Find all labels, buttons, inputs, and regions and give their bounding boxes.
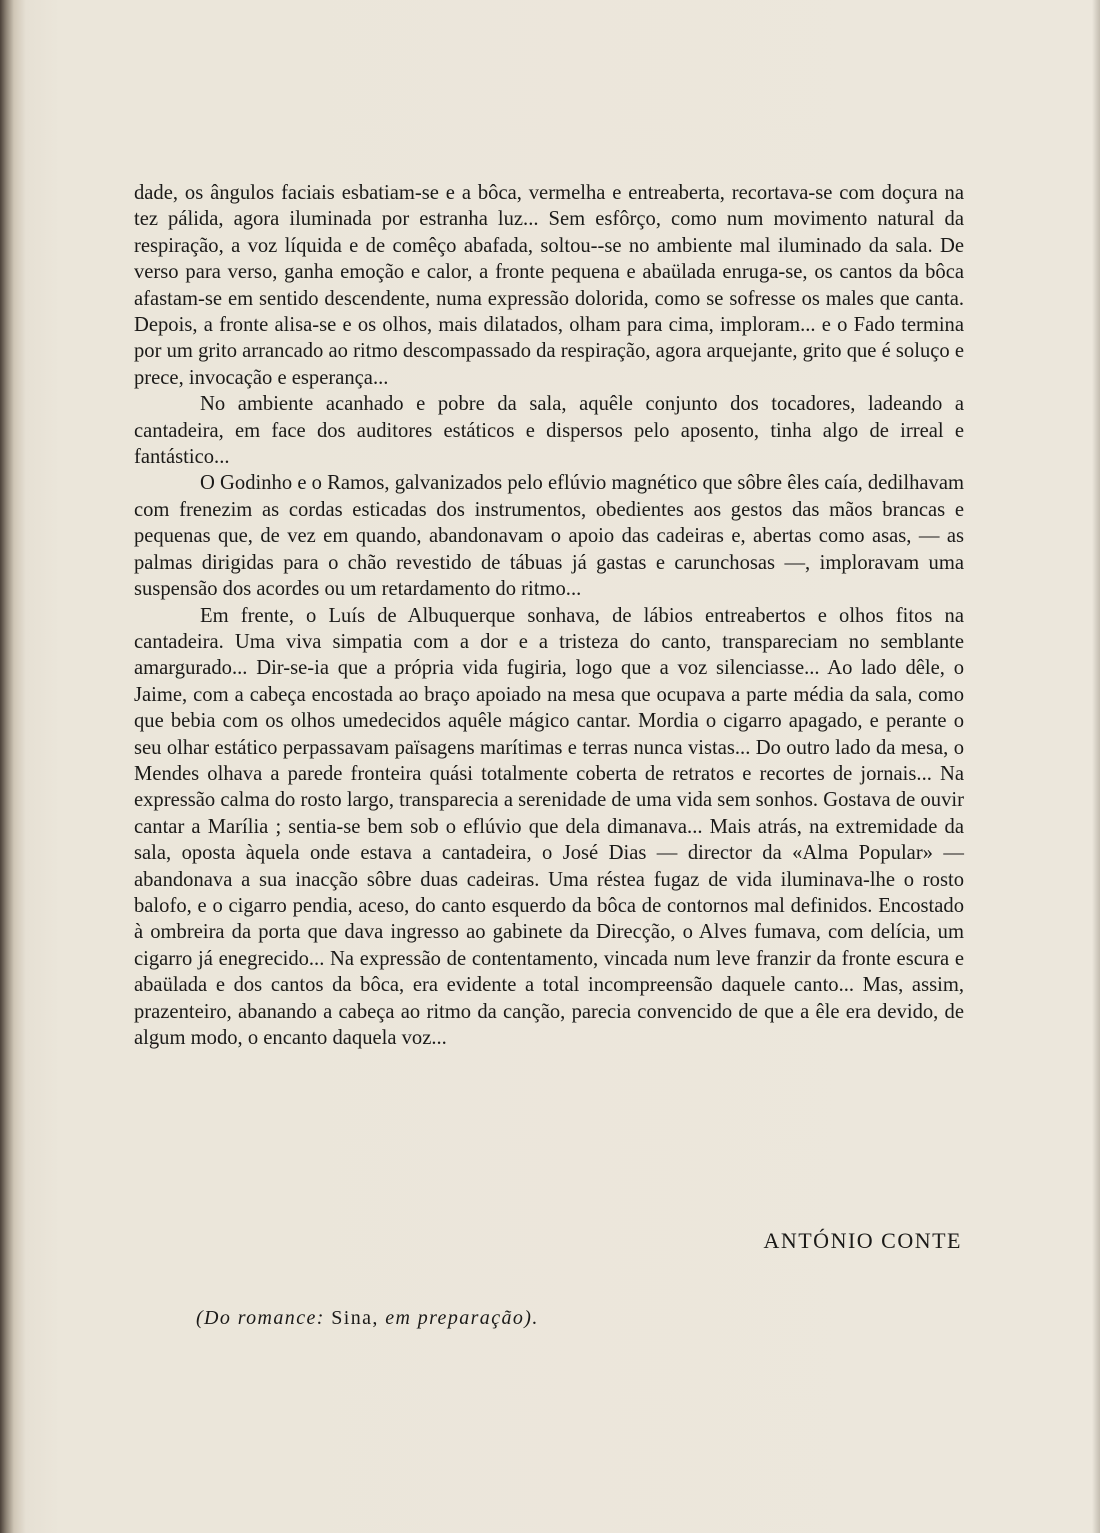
source-note-open: (Do romance: <box>196 1307 325 1329</box>
paragraph-3: O Godinho e o Ramos, galvanizados pelo eflúvio magnético que sôbre êles caía, dedilhavam com frenezim as cordas esticadas dos instrumentos, obedientes aos gestos das mãos brancas e pequenas que, de vez em quando, abandonavam o apoio das cadeiras e, abertas como asas, — as palmas dirigidas para o chão revestido de tábuas já gastas e carunchosas —, imploravam uma suspensão dos acordes ou um retardamento do ritmo... <box>134 472 964 601</box>
paragraph-1: dade, os ângulos faciais esbatiam-se e a bôca, vermelha e entreaberta, recortava-se com doçura na tez pálida, agora iluminada por estranha luz... Sem esfôrço, como num movimento natural da respiração, a voz líquida e de comêço abafada, soltou--se no ambiente mal iluminado da sala. De verso para verso, ganha emoção e calor, a fronte pequena e abaülada enruga-se, os cantos da bôca afastam-se em sentido descendente, numa expressão dolorida, como se sofresse os males que canta. Depois, a fronte alisa-se e os olhos, mais dilatados, olham para cima, imploram... e o Fado termina por um grito arrancado ao ritmo descompassado da respiração, agora arquejante, grito que é soluço e prece, invocação e esperança... <box>134 182 964 389</box>
author-signature: ANTÓNIO CONTE <box>763 1228 962 1253</box>
source-note-rest: em preparação). <box>385 1307 539 1329</box>
paragraph-4: Em frente, o Luís de Albuquerque sonhava, de lábios entreabertos e olhos fitos na cantadeira. Uma viva simpatia com a dor e a tristeza do canto, transpareciam no semblante amargurado... Dir-se-ia que a própria vida fugiria, logo que a voz silenciasse... Ao lado dêle, o Jaime, com a cabeça encostada ao braço apoiado na mesa que ocupava a parte média da sala, como que bebia com os olhos umedecidos aquêle mágico cantar. Mordia o cigarro apagado, e perante o seu olhar estático perpassavam païsagens marítimas e terras nunca vistas... Do outro lado da mesa, o Mendes olhava a parede fronteira quási totalmente coberta de retratos e recortes de jornais... Na expressão calma do rosto largo, transparecia a serenidade de uma vida sem sonhos. Gostava de ouvir cantar a Marília ; sentia-se bem sob o eflúvio que dela dimanava... Mais atrás, na extremidade da sala, oposta àquela onde estava a cantadeira, o José Dias — director da «Alma Popular» — abandonava a sua inacção sôbre duas cadeiras. Uma réstea fugaz de vida iluminava-lhe o rosto balofo, e o cigarro pendia, aceso, do canto esquerdo da bôca de contornos mal definidos. Encostado à ombreira da porta que dava ingresso ao gabinete da Direcção, o Alves fumava, com delícia, um cigarro já enegrecido... Na expressão de contentamento, vincada num leve franzir da fronte escura e abaülada e dos cantos da bôca, era evidente a total incompreensão daquele canto... Mas, assim, prazenteiro, abanando a cabeça ao ritmo da canção, parecia convencido de que a êle era devido, de algum modo, o encanto daquela voz... <box>134 604 964 1049</box>
paragraph-2: No ambiente acanhado e pobre da sala, aquêle conjunto dos tocadores, ladeando a cantadeira, em face dos auditores estáticos e dispersos pelo aposento, tinha algo de irreal e fantástico... <box>134 393 964 469</box>
source-note <box>196 1303 539 1333</box>
source-note-title: Sina, <box>331 1307 379 1329</box>
body-text <box>134 180 964 1051</box>
